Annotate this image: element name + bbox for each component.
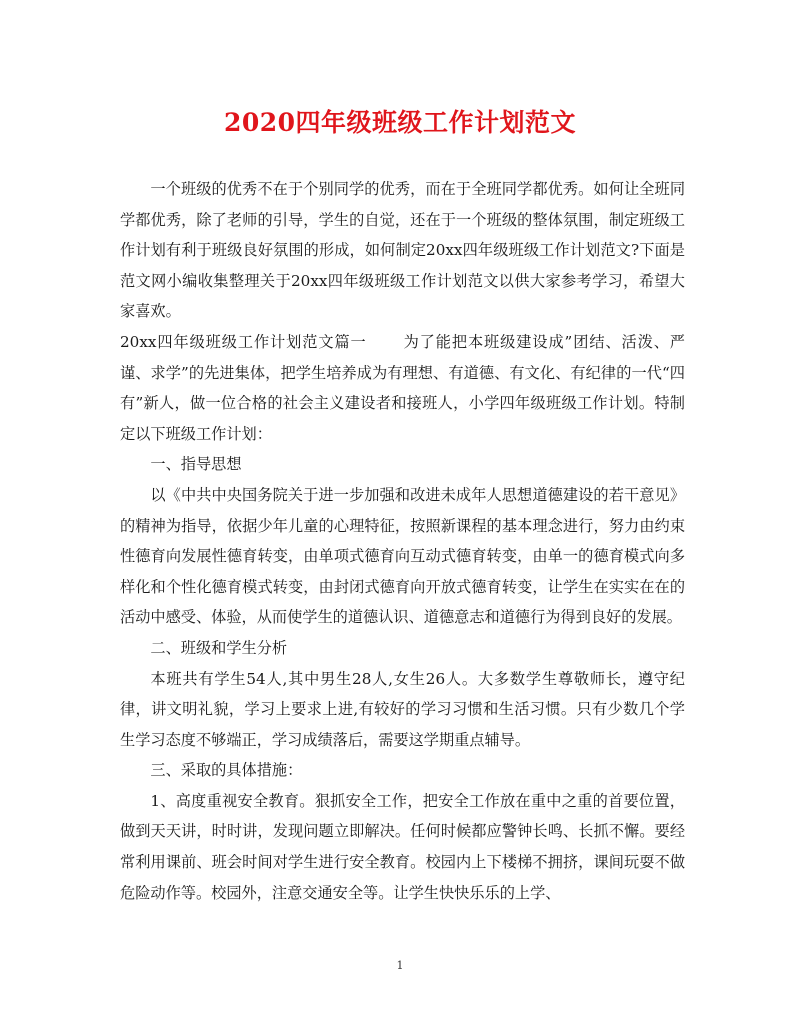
heading-measures: 三、采取的具体措施：	[150, 761, 303, 780]
heading-guiding-ideology: 一、指导思想	[150, 455, 242, 474]
paragraph-class-analysis: 本班共有学生54人,其中男生28人,女生26人。大多数学生尊敬师长，遵守纪律，讲文明礼貌，学习上要求上进,有较好的学习习惯和生活习惯。只有少数几个学生学习态度不够端正，学习成绩落后，需要这学期重点辅导。	[120, 669, 685, 749]
section-text: 为了能把本班级建设成”团结、活泼、严谨、求学”的先进集体，把学生培养成为有理想、有道德、有文化、有纪律的一代“四有”新人，做一位合格的社会主义建设者和接班人，小学四年级班级工作计划。特制定以下班级工作计划：	[120, 332, 685, 443]
page-number: 1	[396, 959, 404, 972]
paragraph-guiding-ideology: 以《中共中央国务院关于进一步加强和改进未成年人思想道德建设的若干意见》的精神为指导，依据少年儿童的心理特征，按照新课程的基本理念进行，努力由约束性德育向发展性德育转变，由单项式德育向互动式德育转变，由单一的德育模式向多样化和个性化德育模式转变，由封闭式德育向开放式德育转变，让学生在实实在在的活动中感受、体验，从而使学生的道德认识、道德意志和道德行为得到良好的发展。	[120, 485, 685, 627]
section-label: 20xx四年级班级工作计划范文篇一	[120, 332, 367, 351]
heading-class-analysis: 二、班级和学生分析	[150, 638, 288, 657]
document-title: 2020四年级班级工作计划范文	[223, 108, 577, 137]
document-body	[120, 174, 685, 908]
paragraph-measures: 1、高度重视安全教育。狠抓安全工作，把安全工作放在重中之重的首要位置，做到天天讲，时时讲，发现问题立即解决。任何时候都应警钟长鸣、长抓不懈。要经常利用课前、班会时间对学生进行安全教育。校园内上下楼梯不拥挤，课间玩耍不做危险动作等。校园外，注意交通安全等。让学生快快乐乐的上学、	[120, 791, 685, 902]
intro-paragraph: 一个班级的优秀不在于个别同学的优秀，而在于全班同学都优秀。如何让全班同学都优秀，除了老师的引导，学生的自觉，还在于一个班级的整体氛围，制定班级工作计划有利于班级良好氛围的形成，如何制定20xx四年级班级工作计划范文?下面是范文网小编收集整理关于20xx四年级班级工作计划范文以供大家参考学习，希望大家喜欢。	[120, 180, 685, 321]
section-paragraph	[120, 327, 685, 449]
